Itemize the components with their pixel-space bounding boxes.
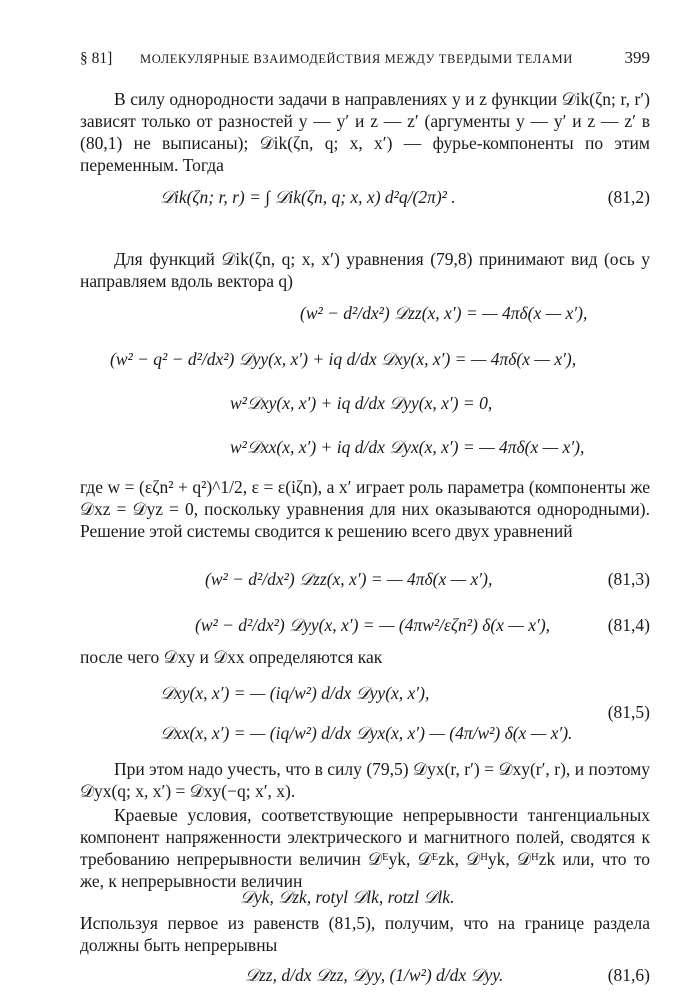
system-eq-1 <box>80 296 650 330</box>
equation-formula: 𝒟ik(ζn; r, r) = ∫ 𝒟ik(ζn, q; x, x) d²q/(2π)² . <box>160 187 456 207</box>
system-eq-2 <box>80 342 650 376</box>
equation-formula: (w² − d²/dx²) 𝒟zz(x, x′) = — 4πδ(x — x′), <box>205 569 493 589</box>
equation-number: (81,4) <box>607 615 650 635</box>
page-number: 399 <box>624 48 650 67</box>
equation-formula: 𝒟zz, d/dx 𝒟zz, 𝒟yy, (1/w²) d/dx 𝒟yy. <box>245 965 504 985</box>
system-eq-4 <box>80 430 650 464</box>
equation-formula: w²𝒟xx(x, x′) + iq d/dx 𝒟yx(x, x′) = — 4πδ(x — x′), <box>230 437 585 457</box>
equation-81-6 <box>80 958 650 992</box>
equation-number-81-5: (81,5) <box>607 702 650 722</box>
paragraph-intro: В силу однородности задачи в направлениях y и z функции 𝒟ik(ζn; r, r′) зависят только от разностей y — y′ и z — z′ (аргументы y — y′ и z — z′ в (80,1) не выписаны); 𝒟ik(ζn, q; x, x′) — фурье-компоненты по этим переменным. Тогда <box>80 89 650 175</box>
equation-number: (81,2) <box>607 187 650 207</box>
page <box>80 40 650 985</box>
equation-81-2 <box>80 180 650 214</box>
equation-81-3 <box>80 562 650 596</box>
running-title: МОЛЕКУЛЯРНЫЕ ВЗАИМОДЕЙСТВИЯ МЕЖДУ ТВЕРДЫМИ ТЕЛАМИ <box>140 52 573 66</box>
equation-formula: 𝒟yk, 𝒟zk, rotyl 𝒟lk, rotzl 𝒟lk. <box>240 887 455 907</box>
paragraph-after: после чего 𝒟xy и 𝒟xx определяются как <box>80 647 383 667</box>
running-header <box>80 48 650 74</box>
equation-formula: 𝒟xx(x, x′) = — (iq/w²) d/dx 𝒟yx(x, x′) — (4π/w²) δ(x — x′). <box>160 723 573 743</box>
equation-formula: 𝒟xy(x, x′) = — (iq/w²) d/dx 𝒟yy(x, x′), <box>160 683 430 703</box>
equation-81-5b <box>80 716 650 750</box>
equation-number: (81,6) <box>607 965 650 985</box>
equation-formula: w²𝒟xy(x, x′) + iq d/dx 𝒟yy(x, x′) = 0, <box>230 393 493 413</box>
equation-formula: (w² − d²/dx²) 𝒟zz(x, x′) = — 4πδ(x — x′), <box>300 303 588 323</box>
continuity-quantities <box>80 880 650 914</box>
equation-81-4 <box>80 608 650 642</box>
paragraph-functions: Для функций 𝒟ik(ζn, q; x, x′) уравнения (79,8) принимают вид (ось y направляем вдоль вектора q) <box>80 249 650 291</box>
paragraph-symmetry: При этом надо учесть, что в силу (79,5) 𝒟yx(r, r′) = 𝒟xy(r′, r), и поэтому 𝒟yx(q; x, x′) = 𝒟xy(−q; x′, x). <box>80 759 650 801</box>
equation-81-5a <box>80 676 650 710</box>
equation-number: (81,3) <box>607 569 650 589</box>
system-eq-3 <box>80 386 650 420</box>
paragraph-boundary: Краевые условия, соответствующие непрерывности тангенциальных компонент напряженности электрического и магнитного полей, сводятся к требованию непрерывности величин 𝒟ᴱyk, 𝒟ᴱzk, 𝒟ᴴyk, 𝒟ᴴzk или, что то же, к непрерывности величин <box>80 805 650 891</box>
section-mark: § 81] <box>80 50 113 67</box>
paragraph-where: где w = (εζn² + q²)^1/2, ε = ε(iζn), а x′ играет роль параметра (компоненты же 𝒟xz = 𝒟yz = 0, поскольку уравнения для них оказываются однородными). Решение этой системы сводится к решению всего двух уравнений <box>80 477 650 541</box>
equation-formula: (w² − q² − d²/dx²) 𝒟yy(x, x′) + iq d/dx 𝒟xy(x, x′) = — 4πδ(x — x′), <box>110 349 577 369</box>
paragraph-using: Используя первое из равенств (81,5), получим, что на границе раздела должны быть непрерывны <box>80 913 650 955</box>
equation-formula: (w² − d²/dx²) 𝒟yy(x, x′) = — (4πw²/εζn²) δ(x — x′), <box>195 615 551 635</box>
